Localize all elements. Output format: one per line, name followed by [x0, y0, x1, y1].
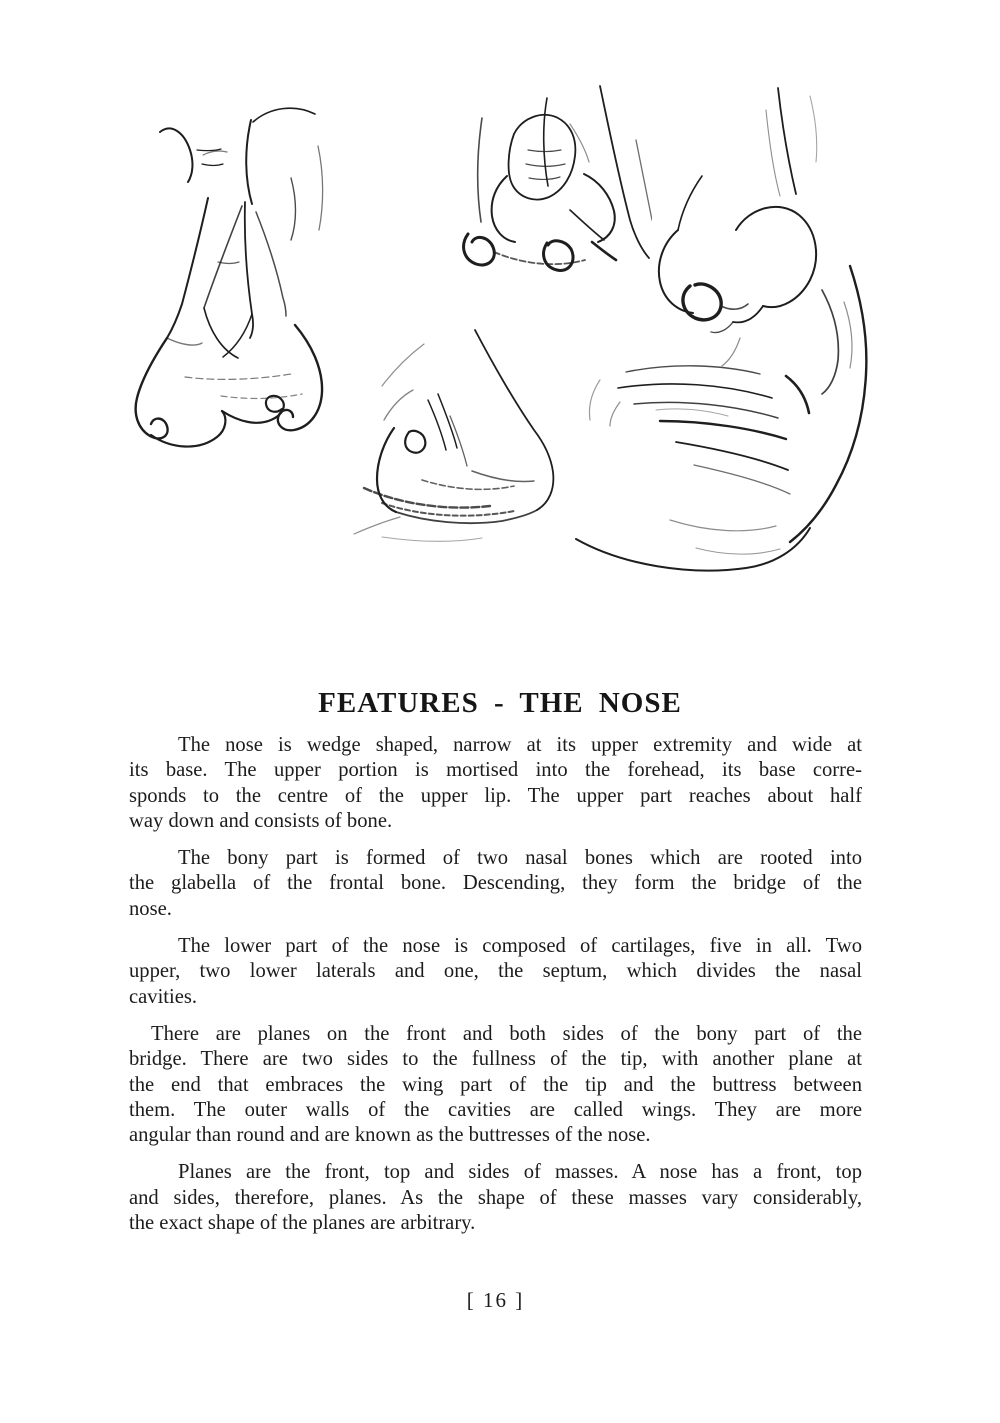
text-line: nose. [129, 897, 172, 920]
text-line: angular than round and are known as the buttresses of the nose. [129, 1124, 651, 1147]
text-line: the glabella of the frontal bone. Descending, they form the bridge of the [129, 872, 862, 895]
text-line: Planes are the front, top and sides of masses. A nose has a front, top [178, 1161, 862, 1184]
text-line: them. The outer walls of the cavities are called wings. They are more [129, 1098, 862, 1121]
figure-nose-front-plane-study [105, 100, 355, 460]
text-line: There are planes on the front and both sides of the bony part of the [151, 1022, 862, 1045]
figure-nose-underside-study [342, 322, 560, 544]
paragraph [129, 733, 862, 834]
text-line: sponds to the centre of the upper lip. The upper part reaches about half [129, 784, 862, 807]
paragraph [129, 846, 862, 922]
text-line: cavities. [129, 985, 198, 1008]
paragraph [129, 1022, 862, 1148]
text-line: The lower part of the nose is composed of cartilages, five in all. Two [178, 935, 862, 958]
page-number: [ 16 ] [466, 1288, 525, 1312]
paragraph [129, 934, 862, 1010]
text-line: The nose is wedge shaped, narrow at its upper extremity and wide at [178, 734, 862, 756]
text-line: the exact shape of the planes are arbitrary. [129, 1212, 476, 1235]
text-line: and sides, therefore, planes. As the shape of these masses vary considerably, [129, 1186, 862, 1209]
text-line: its base. The upper portion is mortised into the forehead, its base corre- [129, 759, 862, 782]
text-line: bridge. There are two sides to the fullness of the tip, with another plane at [129, 1048, 862, 1071]
body-text [129, 733, 862, 1248]
text-line: The bony part is formed of two nasal bones which are rooted into [178, 847, 862, 870]
page-title: FEATURES - THE NOSE [318, 687, 682, 720]
text-line: the end that embraces the wing part of the tip and the buttress between [129, 1073, 862, 1096]
paragraph [129, 1160, 862, 1236]
text-line: upper, two lower laterals and one, the septum, which divides the nasal [129, 960, 862, 983]
text-line: way down and consists of bone. [129, 809, 393, 832]
figure-nose-lips-chin-study [560, 80, 890, 572]
